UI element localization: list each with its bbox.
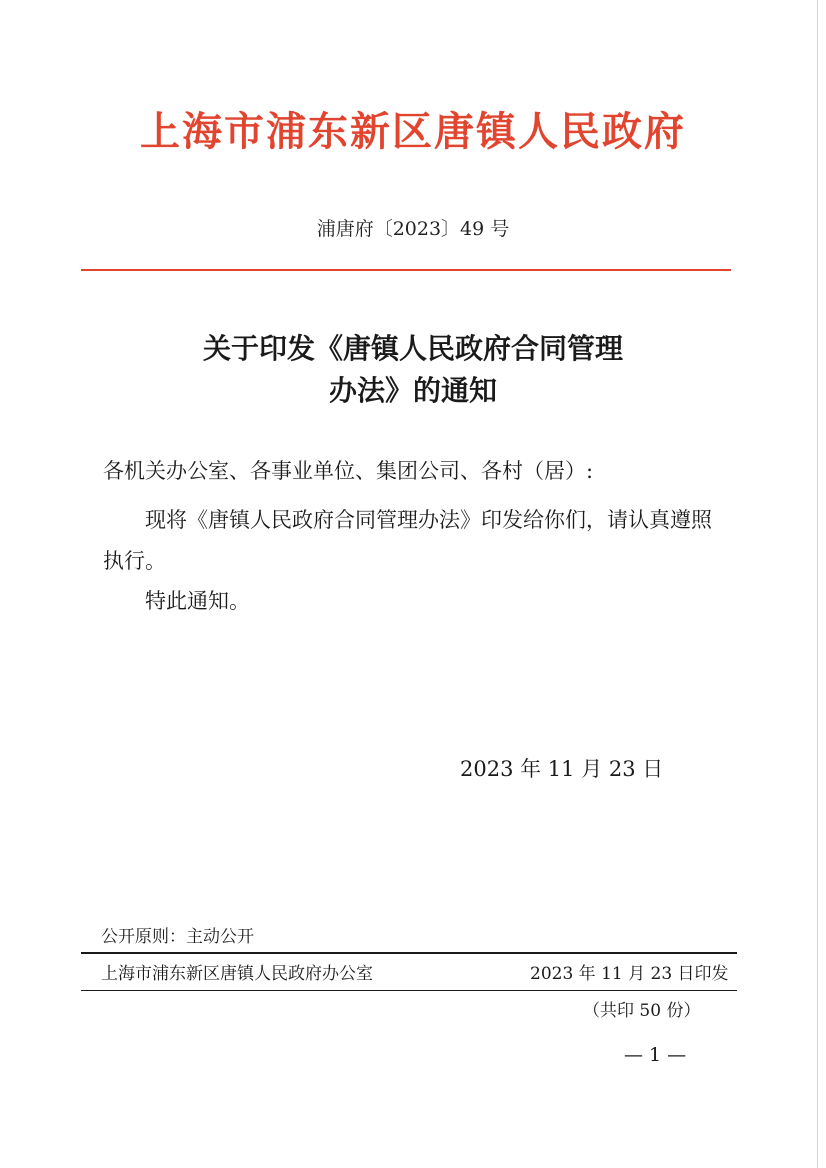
document-number: 浦唐府〔2023〕49 号 <box>316 218 510 240</box>
closing-line: 特此通知。 <box>145 589 250 613</box>
masthead-divider <box>81 269 731 271</box>
disclosure-principle: 公开原则：主动公开 <box>101 927 254 947</box>
addressee: 各机关办公室、各事业单位、集团公司、各村（居）: <box>103 459 594 483</box>
footer-rule-bottom <box>81 990 737 991</box>
page-number: — 1 — <box>624 1044 687 1066</box>
title-line-1: 关于印发《唐镇人民政府合同管理 <box>202 332 623 365</box>
signature-date: 2023 年 11 月 23 日 <box>460 757 664 781</box>
body-paragraph: 现将《唐镇人民政府合同管理办法》印发给你们，请认真遵照执行。 <box>103 508 712 573</box>
footer-rule-top <box>81 952 737 954</box>
issuing-office: 上海市浦东新区唐镇人民政府办公室 <box>101 964 373 984</box>
issue-date: 2023 年 11 月 23 日印发 <box>530 964 729 984</box>
document-title <box>0 328 826 412</box>
copies-count: （共印 50 份） <box>583 1001 701 1021</box>
issuer-masthead: 上海市浦东新区唐镇人民政府 <box>140 108 686 155</box>
title-line-2: 办法》的通知 <box>328 374 497 407</box>
scan-edge <box>817 0 818 1168</box>
